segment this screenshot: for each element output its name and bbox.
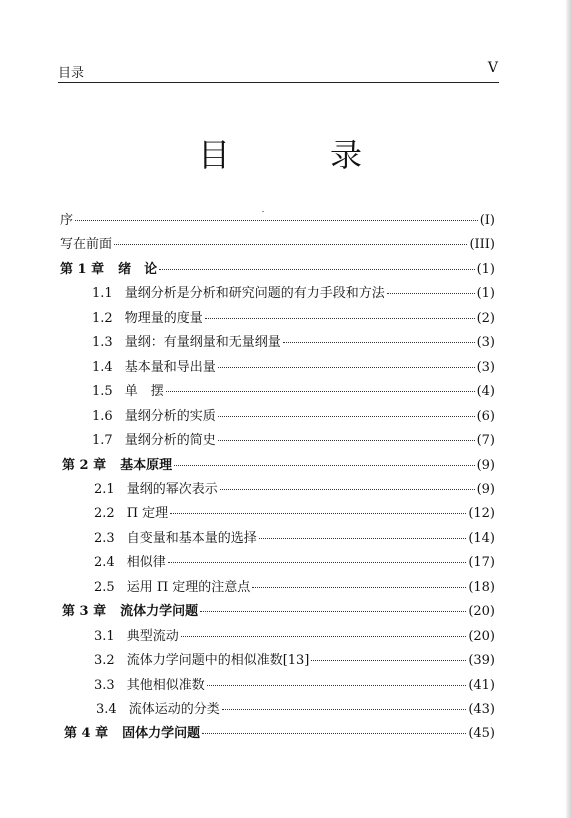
dot-leader: [218, 416, 475, 417]
toc-page-number: (III): [469, 237, 495, 253]
toc-section-row: [94, 554, 495, 572]
toc-chapter-row: [62, 603, 495, 621]
dot-leader: [220, 489, 475, 490]
toc-page-number: (39): [468, 653, 495, 669]
toc-number: 2.1: [94, 481, 115, 497]
running-head-left: 目录: [58, 66, 85, 81]
toc-number: 2.4: [94, 555, 115, 571]
toc-section-row: [92, 310, 495, 328]
toc-page-number: (43): [468, 702, 495, 717]
dot-leader: [170, 513, 466, 514]
toc-number: 2.2: [94, 506, 115, 522]
dot-leader: [200, 611, 466, 612]
toc-title: 运用 Π 定理的注意点: [126, 579, 251, 595]
toc-title: 序: [60, 213, 74, 228]
page-number-roman: V: [487, 60, 498, 76]
dot-leader: [168, 562, 467, 563]
toc-page-number: (45): [468, 726, 495, 742]
toc-number: 1.5: [92, 384, 113, 400]
toc-chapter-row: [60, 261, 495, 279]
toc-page-number: (4): [476, 384, 495, 400]
dot-leader: [207, 685, 467, 686]
toc-section-row: [94, 652, 495, 670]
dot-leader: [75, 220, 478, 221]
toc-page-number: (12): [468, 506, 495, 522]
dot-leader: [259, 538, 467, 539]
page-edge: [566, 0, 572, 818]
toc-page-number: (2): [476, 310, 495, 326]
toc-section-row: [92, 359, 495, 377]
toc-page-number: (18): [468, 579, 495, 595]
toc-page-number: (6): [476, 408, 495, 424]
toc-page-number: (I): [479, 213, 495, 228]
toc-chapter-row: [64, 725, 495, 743]
dot-leader: [311, 660, 466, 661]
toc-title: 固体力学问题: [122, 726, 201, 742]
dot-leader: [181, 636, 467, 637]
toc-title: 量纲分析的实质: [124, 408, 216, 424]
toc-section-row: [92, 285, 495, 303]
toc-title: 其他相似准数: [126, 677, 205, 693]
toc-page-number: (9): [476, 481, 495, 497]
dot-leader: [202, 733, 466, 734]
dot-leader: [166, 391, 475, 392]
toc-section-row: [94, 677, 495, 695]
toc-number: 第 1 章: [60, 261, 105, 277]
dot-leader: [205, 318, 475, 319]
toc-title: 单 摆: [124, 384, 164, 400]
toc-title: 量纲：有量纲量和无量纲量: [124, 335, 281, 351]
toc-title: 量纲分析的简史: [124, 433, 216, 449]
toc-number: 2.5: [94, 579, 115, 595]
dot-leader: [252, 587, 466, 588]
toc-number: 1.4: [92, 359, 113, 375]
toc-page-number: (7): [476, 433, 495, 449]
toc-title: 基本量和导出量: [124, 359, 216, 375]
toc-page-number: (9): [476, 457, 495, 473]
toc-section-row: [94, 481, 495, 499]
toc-number: 1.1: [92, 286, 113, 302]
toc-page-number: (3): [476, 359, 495, 375]
toc-section-row: [92, 432, 495, 450]
dot-leader: [283, 342, 475, 343]
toc-section-row: [96, 701, 495, 719]
toc-number: 3.2: [94, 653, 115, 669]
toc-chapter-row: [62, 457, 495, 475]
toc-section-row: [94, 530, 495, 548]
toc-title: 基本原理: [120, 457, 173, 473]
toc-title: 量纲分析是分析和研究问题的有力手段和方法: [124, 286, 385, 302]
toc-page-number: (14): [468, 530, 495, 546]
toc-page-number: (41): [468, 677, 495, 693]
toc-section-row: [94, 505, 495, 523]
toc-number: 第 3 章: [62, 604, 107, 620]
dot-leader: [174, 465, 474, 466]
toc-page-number: (17): [468, 555, 495, 571]
toc-page-number: (20): [468, 628, 495, 644]
toc-title: 典型流动: [126, 628, 179, 644]
toc-section-row: [92, 383, 495, 401]
toc-number: 2.3: [94, 530, 115, 546]
toc-title: 自变量和基本量的选择: [126, 530, 257, 546]
dot-leader: [222, 709, 467, 710]
running-head: [58, 60, 498, 82]
toc-section-row: [94, 579, 495, 597]
toc-number: 第 4 章: [64, 726, 109, 742]
dot-leader: [387, 293, 475, 294]
toc-title: 流体力学问题中的相似准数[13]: [126, 653, 310, 669]
toc-number: 第 2 章: [62, 457, 107, 473]
toc-front-row: [60, 212, 495, 230]
toc-number: 1.6: [92, 408, 113, 424]
toc-title: 绪 论: [118, 261, 158, 277]
toc-title: 量纲的幂次表示: [126, 481, 218, 497]
toc-page-number: (3): [476, 335, 495, 351]
toc-title: 物理量的度量: [124, 310, 203, 326]
toc-number: 3.3: [94, 677, 115, 693]
dot-leader: [159, 269, 474, 270]
toc-number: 1.7: [92, 433, 113, 449]
toc-page-number: (20): [468, 604, 495, 620]
toc-page-number: (1): [476, 261, 495, 277]
toc-section-row: [92, 408, 495, 426]
toc-title: 写在前面: [60, 237, 113, 253]
toc-page-number: (1): [476, 286, 495, 302]
page-title: 目 录: [197, 136, 396, 174]
toc-title: 流体力学问题: [120, 604, 199, 620]
dot-leader: [218, 367, 475, 368]
toc-number: 3.1: [94, 628, 115, 644]
dot-leader: [218, 440, 475, 441]
toc-section-row: [94, 628, 495, 646]
toc-section-row: [92, 334, 495, 352]
toc-number: 1.3: [92, 335, 113, 351]
header-rule: [58, 82, 499, 83]
toc-number: 3.4: [96, 702, 117, 717]
dot-leader: [114, 244, 467, 245]
toc-title: Π 定理: [126, 506, 169, 522]
toc-title: 流体运动的分类: [128, 702, 220, 717]
toc-number: 1.2: [92, 310, 113, 326]
toc-front-row: [60, 236, 495, 254]
toc-title: 相似律: [126, 555, 166, 571]
